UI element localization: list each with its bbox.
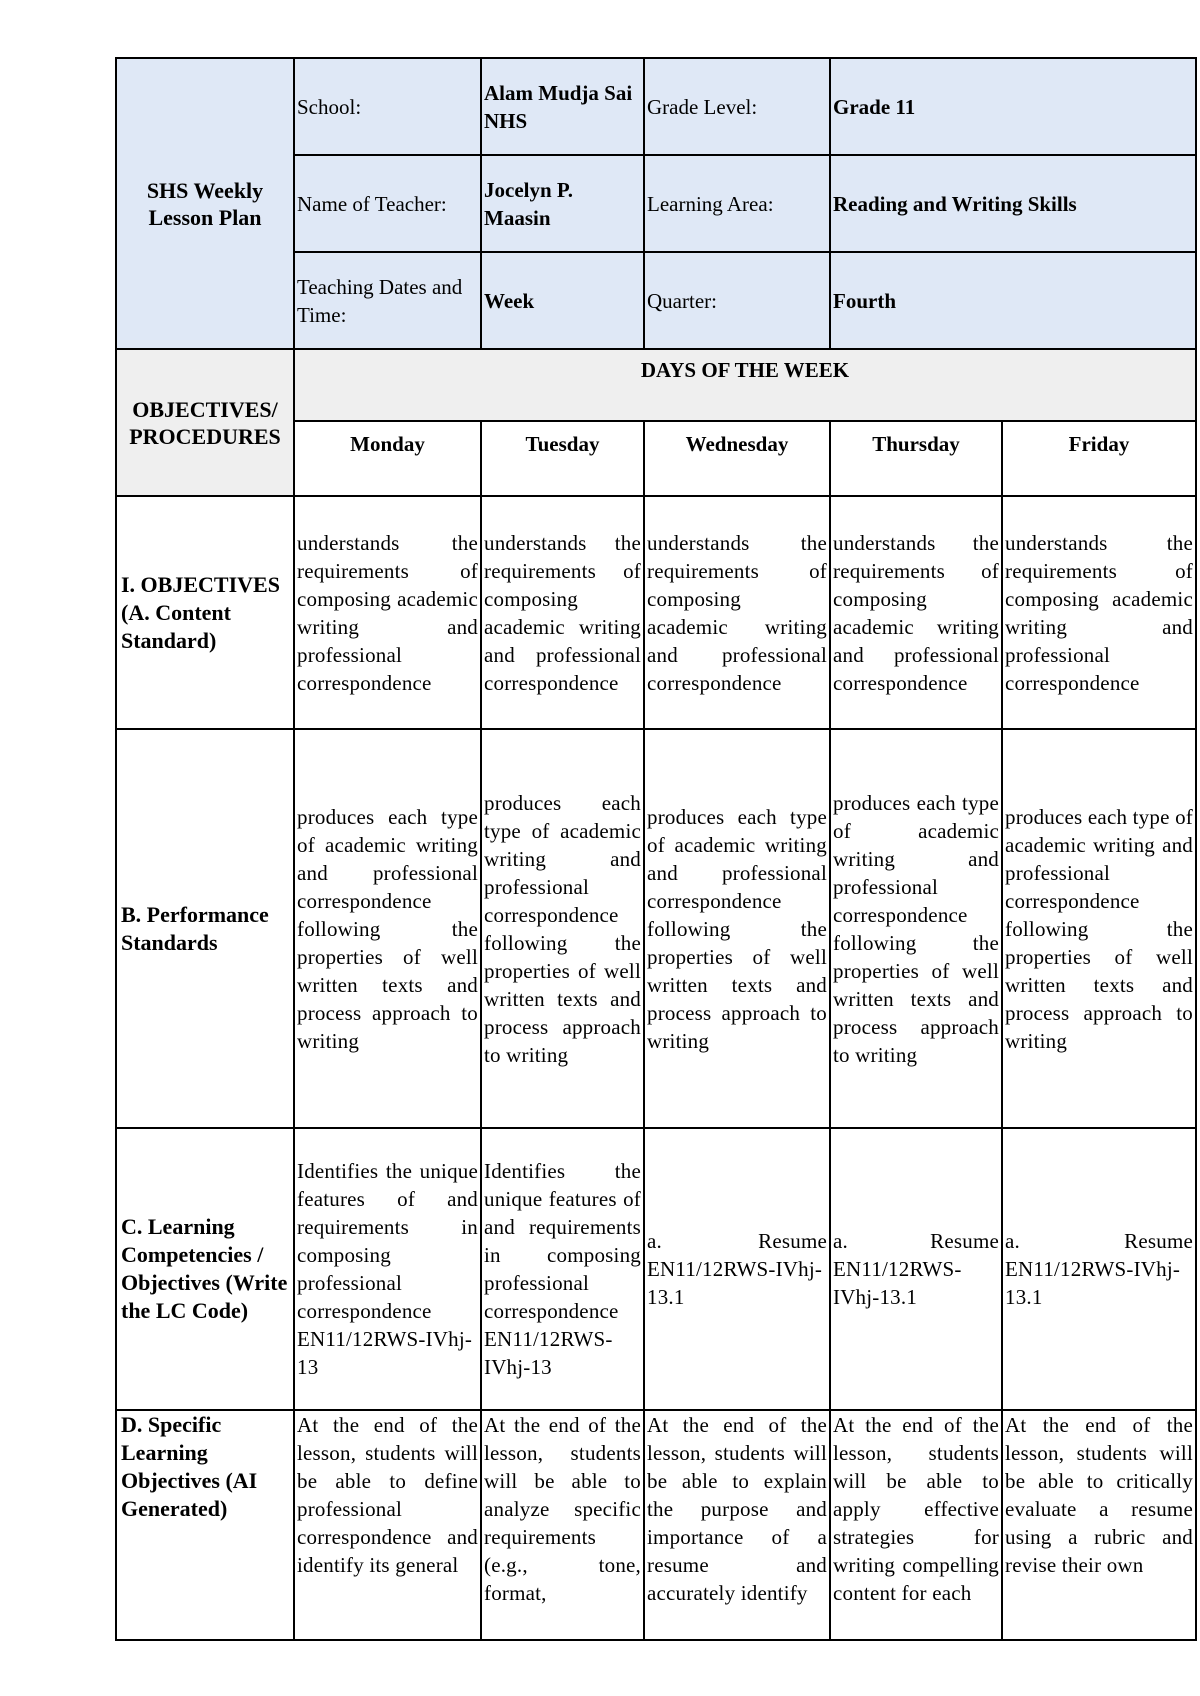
cell-monday: At the end of the lesson, students will be able to define professional correspondence and identify its general <box>297 1413 478 1577</box>
day-monday: Monday <box>294 421 481 496</box>
cell-wednesday: understands the requirements of composing academic writing and professional correspondence <box>644 496 830 729</box>
cell-thursday: understands the requirements of composing academic writing and professional correspondence <box>830 496 1002 729</box>
cell-friday: understands the requirements of composing academic writing and professional correspondence <box>1002 496 1196 729</box>
teacher-value: Jocelyn P. Maasin <box>481 155 644 252</box>
teaching-dates-value: Week <box>481 252 644 349</box>
days-of-week-title: DAYS OF THE WEEK <box>294 349 1196 421</box>
cell-monday: Identifies the unique features of and requirements in composing professional correspondence EN11/12RWS-IVhj-13 <box>294 1128 481 1410</box>
cell-friday: a. Resume EN11/12RWS-IVhj-13.1 <box>1002 1128 1196 1410</box>
school-label: School: <box>294 58 481 155</box>
procedures-label: OBJECTIVES/ PROCEDURES <box>116 349 294 496</box>
table-row <box>116 496 1196 729</box>
table-row <box>116 1410 1196 1640</box>
day-wednesday: Wednesday <box>644 421 830 496</box>
cell-thursday: At the end of the lesson, students will be able to apply effective strategies for writing compelling content for each <box>833 1413 999 1605</box>
cell-thursday: a. Resume EN11/12RWS-IVhj-13.1 <box>830 1128 1002 1410</box>
quarter-label: Quarter: <box>644 252 830 349</box>
row-label-learning-competencies: C. Learning Competencies / Objectives (Write the LC Code) <box>116 1128 294 1410</box>
table-row <box>116 729 1196 1128</box>
learning-area-value: Reading and Writing Skills <box>830 155 1196 252</box>
cell-tuesday: understands the requirements of composing academic writing and professional correspondence <box>481 496 644 729</box>
cell-monday: understands the requirements of composing academic writing and professional correspondence <box>294 496 481 729</box>
quarter-value: Fourth <box>830 252 1196 349</box>
teaching-dates-label: Teaching Dates and Time: <box>294 252 481 349</box>
grade-level-label: Grade Level: <box>644 58 830 155</box>
day-tuesday: Tuesday <box>481 421 644 496</box>
school-value: Alam Mudja Sai NHS <box>481 58 644 155</box>
row-label-specific-objectives: D. Specific Learning Objectives (AI Generated) <box>116 1410 294 1640</box>
plan-title: SHS Weekly Lesson Plan <box>116 58 294 349</box>
day-friday: Friday <box>1002 421 1196 496</box>
lesson-plan-document <box>115 57 1195 1641</box>
cell-tuesday: Identifies the unique features of and requirements in composing professional correspondence EN11/12RWS-IVhj-13 <box>481 1128 644 1410</box>
cell-wednesday: produces each type of academic writing and professional correspondence following the properties of well written texts and process approach to writing <box>644 729 830 1128</box>
table-row <box>116 1128 1196 1410</box>
grade-level-value: Grade 11 <box>830 58 1196 155</box>
day-thursday: Thursday <box>830 421 1002 496</box>
lesson-plan-table <box>115 57 1197 1641</box>
cell-tuesday: produces each type of academic writing and professional correspondence following the properties of well written texts and process approach to writing <box>481 729 644 1128</box>
cell-friday: At the end of the lesson, students will be able to critically evaluate a resume using a rubric and revise their own <box>1005 1413 1193 1577</box>
cell-wednesday: a. Resume EN11/12RWS-IVhj-13.1 <box>644 1128 830 1410</box>
cell-wednesday: At the end of the lesson, students will be able to explain the purpose and importance of a resume and accurately identify <box>647 1413 827 1605</box>
teacher-label: Name of Teacher: <box>294 155 481 252</box>
days-title-row <box>116 349 1196 421</box>
row-label-performance-standards: B. Performance Standards <box>116 729 294 1128</box>
learning-area-label: Learning Area: <box>644 155 830 252</box>
cell-thursday: produces each type of academic writing and professional correspondence following the properties of well written texts and process approach to writing <box>830 729 1002 1128</box>
row-label-content-standard: I. OBJECTIVES (A. Content Standard) <box>116 496 294 729</box>
cell-monday: produces each type of academic writing and professional correspondence following the properties of well written texts and process approach to writing <box>294 729 481 1128</box>
header-row-school <box>116 58 1196 155</box>
cell-friday: produces each type of academic writing and professional correspondence following the properties of well written texts and process approach to writing <box>1002 729 1196 1128</box>
cell-tuesday: At the end of the lesson, students will be able to analyze specific requirements (e.g., tone, format, <box>484 1413 641 1605</box>
